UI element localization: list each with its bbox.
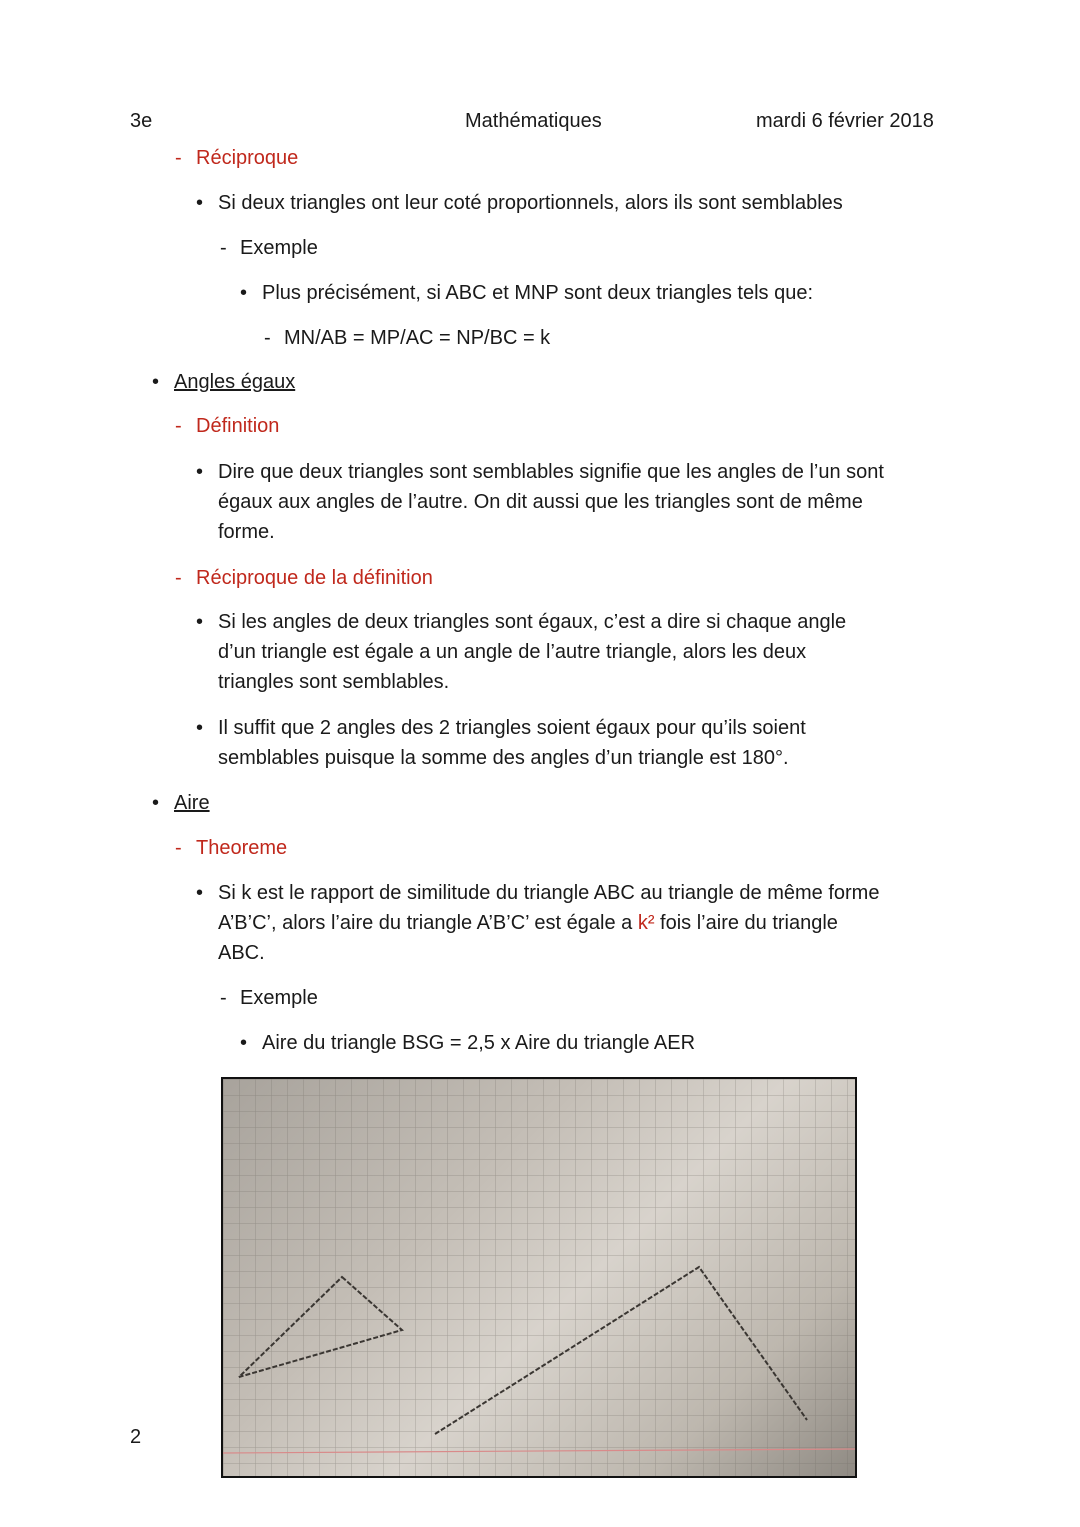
class-level: 3e: [130, 110, 153, 132]
bullet-marker: •: [152, 792, 160, 814]
section-angles-title: Angles égaux: [174, 371, 296, 393]
definition-line: Dire que deux triangles sont semblables signifie que les angles de l’un sont: [218, 461, 884, 483]
definition-line: égaux aux angles de l’autre. On dit aussi que les triangles sont de même: [218, 491, 863, 513]
dash-marker: -: [175, 415, 182, 437]
bullet-marker: •: [196, 717, 204, 739]
k-squared: k²: [637, 912, 655, 934]
heading-reciproque-definition: Réciproque de la définition: [196, 567, 433, 589]
heading-theoreme: Theoreme: [196, 837, 288, 859]
reciproque-line: Si les angles de deux triangles sont égaux, c’est a dire si chaque angle: [218, 611, 847, 633]
dash-marker: -: [220, 987, 227, 1009]
triangles-photo: [221, 1077, 857, 1478]
dash-marker: -: [220, 237, 227, 259]
bullet-marker: •: [196, 611, 204, 633]
reciproque-line: triangles sont semblables.: [218, 671, 450, 693]
example-label: Exemple: [240, 237, 318, 259]
note-line: semblables puisque la somme des angles d’un triangle est 180°.: [218, 747, 789, 769]
subject-title: Mathématiques: [465, 110, 602, 132]
reciproque-statement: Si deux triangles ont leur coté proportionnels, alors ils sont semblables: [218, 192, 843, 214]
definition-line: forme.: [218, 521, 275, 543]
formula: MN/AB = MP/AC = NP/BC = k: [284, 327, 551, 349]
section-aire-title: Aire: [174, 792, 210, 814]
heading-definition: Définition: [196, 415, 280, 437]
bullet-marker: •: [240, 282, 248, 304]
example-text: Aire du triangle BSG = 2,5 x Aire du triangle AER: [262, 1032, 696, 1054]
example-text: Plus précisément, si ABC et MNP sont deux triangles tels que:: [262, 282, 814, 304]
dash-marker: -: [264, 327, 271, 349]
bullet-marker: •: [196, 461, 204, 483]
dash-marker: -: [175, 837, 182, 859]
theorem-text: fois l’aire du triangle: [654, 912, 838, 934]
theorem-line: Si k est le rapport de similitude du triangle ABC au triangle de même forme: [218, 882, 880, 904]
bullet-marker: •: [240, 1032, 248, 1054]
dash-marker: -: [175, 567, 182, 589]
dash-marker: -: [175, 147, 182, 169]
date: mardi 6 février 2018: [756, 110, 934, 132]
bullet-marker: •: [196, 192, 204, 214]
page-number: 2: [130, 1426, 142, 1448]
heading-reciproque: Réciproque: [196, 147, 299, 169]
grid-paper-drawing: [223, 1079, 857, 1478]
example-label: Exemple: [240, 987, 318, 1009]
bullet-marker: •: [152, 371, 160, 393]
reciproque-line: d’un triangle est égale a un angle de l’autre triangle, alors les deux: [218, 641, 807, 663]
theorem-line: ABC.: [218, 942, 265, 964]
note-line: Il suffit que 2 angles des 2 triangles soient égaux pour qu’ils soient: [218, 717, 806, 739]
bullet-marker: •: [196, 882, 204, 904]
theorem-line: [218, 908, 838, 938]
theorem-text: A’B’C’, alors l’aire du triangle A’B’C’ est égale a: [218, 912, 638, 934]
